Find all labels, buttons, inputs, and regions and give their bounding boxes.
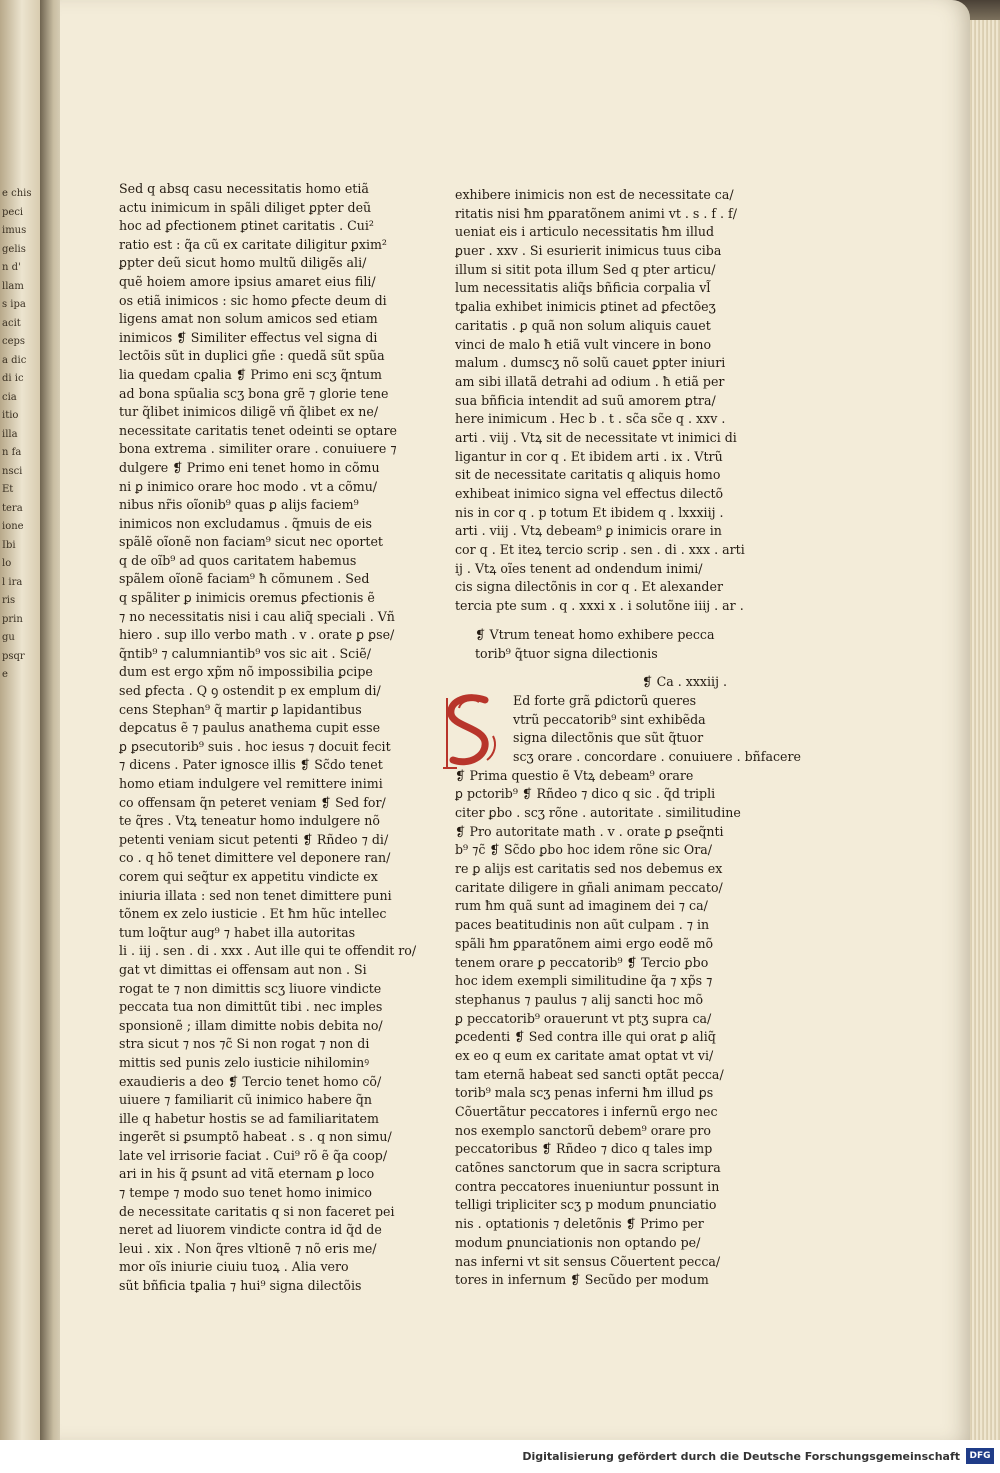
text-line: li . iij . sen . di . xxx . Aut ille qui te offendit ro/ xyxy=(119,943,417,959)
text-line: nis . optationis ⁊ deletõnis ❡ Primo per xyxy=(455,1216,704,1232)
text-line: mor oĩs iniurie ciuiu tuoꝝ . Alia vero xyxy=(119,1259,349,1275)
right-column-upper-text xyxy=(455,186,745,616)
facing-page-fragment: n fa xyxy=(2,447,22,458)
text-line: ❡ Prima questio ẽ Vtꝝ debeam⁹ orare xyxy=(455,767,694,783)
text-line: q spãliter ꝑ inimicis oremus ꝑfectionis ẽ xyxy=(119,590,375,606)
text-line: rum ħm quã sunt ad imaginem dei ⁊ ca/ xyxy=(455,898,708,914)
text-line: nos exemplo sanctorũ debem⁹ orare pro xyxy=(455,1122,711,1138)
text-line: Ed forte grã ꝑdictorũ queres xyxy=(513,692,697,708)
text-line: ❡ Pro autoritate math . v . orate ꝑ ꝑseq̃nti xyxy=(455,823,724,839)
facing-page-fragment: di ic xyxy=(2,373,24,384)
text-line: tercia pte sum . q . xxxi x . i solutõne iiij . ar . xyxy=(455,598,744,614)
text-line: citer ꝑbo . scʒ rõne . autoritate . similitudine xyxy=(455,805,741,820)
facing-page-fragment: imus xyxy=(2,225,27,236)
text-line: dum est ergo xp̃m nõ impossibilia ꝑcipe xyxy=(119,664,373,680)
text-line: nibus nr̃is oĩonib⁹ quas ꝑ alijs faciem⁹ xyxy=(119,497,359,513)
left-text-column xyxy=(119,180,417,1296)
text-line: b⁹ ⁊c̃ ❡ Sc̃do ꝑbo hoc idem rõne sic Ora/ xyxy=(455,842,713,858)
digitization-footer xyxy=(0,1440,1000,1473)
facing-page-fragment: n d' xyxy=(2,262,21,273)
text-line: scʒ orare . concordare . conuiuere . bñfacere xyxy=(513,748,801,764)
text-line: ex eo q eum ex caritate amat optat vt vi/ xyxy=(455,1047,714,1063)
text-line: tꝑalia exhibet inimicis ꝑtinet ad ꝑfectõeʒ xyxy=(455,299,716,315)
dfg-logo: DFG xyxy=(966,1448,994,1464)
text-line: arti . viij . Vtꝝ sit de necessitate vt inimici di xyxy=(455,429,737,445)
text-line: sponsionẽ ; illam dimitte nobis debita no/ xyxy=(119,1017,383,1033)
text-line: tõnem ex zelo iusticie . Et ħm hũc intellec xyxy=(119,906,387,922)
text-line: ligens amat non solum amicos sed etiam xyxy=(119,311,378,327)
text-line: ligantur in cor q . Et ibidem arti . ix . Vtrũ xyxy=(455,448,723,464)
text-line: inimicos ❡ Similiter effectus vel signa di xyxy=(119,329,378,345)
text-line: te q̃res . Vtꝝ teneatur homo indulgere nõ xyxy=(119,813,380,829)
text-line: ꝑ peccatorib⁹ orauerunt vt ptʒ supra ca/ xyxy=(455,1010,712,1026)
text-line: cis signa dilectõnis in cor q . Et alexander xyxy=(455,579,723,595)
text-line: tam eternã habeat sed sancti optãt pecca/ xyxy=(455,1066,724,1082)
text-line: sed ꝑfecta . Q ꝯ ostendit p ex emplum di/ xyxy=(119,683,381,699)
text-line: ꝑpter deũ sicut homo multũ diligẽs ali/ xyxy=(119,255,367,271)
text-line: Cõuertãtur peccatores i infernũ ergo nec xyxy=(455,1104,718,1119)
text-line: mittis sed punis zelo iusticie nihilominꝰ xyxy=(119,1054,370,1070)
text-line: exhibere inimicis non est de necessitate ca/ xyxy=(455,187,734,202)
text-line: sũt bñficia tꝑalia ⁊ hui⁹ signa dilectõis xyxy=(119,1278,362,1294)
text-line: ritatis nisi ħm ꝑparatõnem animi vt . s . f . f/ xyxy=(455,205,737,221)
text-line: gat vt dimittas ei offensam aut non . Si xyxy=(119,961,367,977)
text-line: peccata tua non dimittũt tibi . nec imples xyxy=(119,999,383,1015)
text-line: spãli ħm ꝑparatõnem aimi ergo eodẽ mõ xyxy=(455,935,714,951)
text-line: hoc idem exempli similitudine q̃a ⁊ xp̃s ⁊ xyxy=(455,973,713,989)
text-line: quẽ hoiem amore ipsius amaret eius fili/ xyxy=(119,273,376,289)
facing-page-fragment: e chis xyxy=(2,188,32,199)
facing-page-fragment: tera xyxy=(2,502,23,514)
facing-page-edge xyxy=(0,0,40,1440)
text-line: catõnes sanctorum que in sacra scriptura xyxy=(455,1160,721,1176)
text-line: co offensam q̃n peteret veniam ❡ Sed for/ xyxy=(119,794,386,810)
text-line: necessitate caritatis tenet odeinti se optare xyxy=(119,422,397,438)
heading-line: ❡ Vtrum teneat homo exhibere pecca xyxy=(475,626,715,642)
facing-page-fragment: Ibi xyxy=(2,539,16,551)
text-line: late vel irrisorie faciat . Cui⁹ rõ ẽ q̃a coop/ xyxy=(119,1147,388,1163)
text-line: deꝑcatus ẽ ⁊ paulus anathema cupit esse xyxy=(119,720,381,736)
text-line: spãlẽ oĩonẽ non faciam⁹ sicut nec oportet xyxy=(119,534,383,550)
facing-page-fragment: gelis xyxy=(2,243,26,255)
text-line: stra sicut ⁊ nos ⁊c̃ Si non rogat ⁊ non di xyxy=(119,1036,370,1052)
text-line: hoc ad ꝑfectionem ꝑtinet caritatis . Cui² xyxy=(119,218,374,234)
text-line: ꝑ pctorib⁹ ❡ Rñdeo ⁊ dico q sic . q̃d tripli xyxy=(455,786,716,802)
text-line: uiuere ⁊ familiarit cũ inimico habere q̃n xyxy=(119,1092,372,1108)
text-line: petenti veniam sicut petenti ❡ Rñdeo ⁊ di/ xyxy=(119,831,389,847)
right-text-column xyxy=(455,186,801,1290)
text-line: signa dilectõnis que sũt q̃tuor xyxy=(513,730,704,746)
text-line: ⁊ tempe ⁊ modo suo tenet homo inimico xyxy=(119,1185,372,1201)
text-line: lectõis sũt in duplici gñe : quedã sũt spũa xyxy=(119,348,385,364)
text-line: ratio est : q̃a cũ ex caritate diligitur ꝑxim² xyxy=(119,236,387,252)
text-line: ꝑcedenti ❡ Sed contra ille qui orat ꝑ aliq̃ xyxy=(455,1029,716,1045)
text-line: nas inferni vt sit sensus Cõuertent pecca/ xyxy=(455,1253,721,1269)
facing-page-fragment: s ipa xyxy=(2,299,26,310)
facing-page-fragment: illa xyxy=(2,428,18,440)
text-line: lum necessitatis aliq̃s bñficia corpalia vl̃ xyxy=(455,280,711,296)
facing-page-fragment: a dic xyxy=(2,354,27,366)
text-line: stephanus ⁊ paulus ⁊ alij sancti hoc mõ xyxy=(455,991,704,1007)
text-line: caritatis . ꝑ quã non solum aliquis cauet xyxy=(455,317,711,333)
text-line: lia quedam cꝑalia ❡ Primo eni scʒ q̃ntum xyxy=(119,366,382,382)
right-column-lower-text xyxy=(455,767,745,1290)
text-line: spãlem oĩonẽ faciam⁹ ħ cõmunem . Sed xyxy=(119,571,370,587)
text-line: caritate diligere in gñali animam peccato/ xyxy=(455,879,723,895)
text-line: sit de necessitate caritatis q aliquis homo xyxy=(455,467,721,483)
funding-credit: Digitalisierung gefördert durch die Deutsche Forschungsgemeinschaft xyxy=(522,1450,960,1463)
text-line: tum loq̃tur aug⁹ ⁊ habet illa autoritas xyxy=(119,924,356,940)
text-line: ⁊ no necessitatis nisi i cau aliq̃ speciali . Vñ xyxy=(119,608,395,624)
text-line: illum si sitit pota illum Sed q pter articu/ xyxy=(455,261,716,277)
text-line: q̃ntib⁹ ⁊ calumniantib⁹ vos sic ait . Sciẽ/ xyxy=(119,645,371,661)
text-line: torib⁹ mala scʒ penas inferni ħm illud ꝑs xyxy=(455,1085,714,1101)
facing-page-fragment: itio xyxy=(2,410,19,421)
text-line: tores in infernum ❡ Secũdo per modum xyxy=(455,1272,709,1288)
facing-page-fragment: e xyxy=(2,669,8,680)
facing-page-fragment: gu xyxy=(2,632,15,643)
text-line: tur q̃libet inimicos diligẽ vñ q̃libet ex ne/ xyxy=(119,404,379,420)
text-line: de necessitate caritatis q si non faceret pei xyxy=(119,1203,395,1219)
facing-page-fragment: ceps xyxy=(2,336,26,347)
facing-page-fragment: Et xyxy=(2,484,14,495)
text-line: co . q hõ tenet dimittere vel deponere ran/ xyxy=(119,850,391,866)
text-line: os etiã inimicos : sic homo ꝑfecte deum di xyxy=(119,292,387,308)
facing-page-fragment: psqr xyxy=(2,650,25,662)
chapter-opening xyxy=(455,692,801,767)
rubricated-initial-s xyxy=(439,694,503,770)
facing-page-fragment: acit xyxy=(2,317,21,329)
text-line: ni ꝑ inimico orare hoc modo . vt a cõmu/ xyxy=(119,478,378,494)
facing-page-fragment: llam xyxy=(2,280,24,292)
text-line: cens Stephan⁹ q̃ martir ꝑ lapidantibus xyxy=(119,701,362,717)
facing-page-fragment: cia xyxy=(2,391,17,403)
text-line: ꝑuer . xxv . Si esurierit inimicus tuus ciba xyxy=(455,243,722,259)
text-line: malum . dumscʒ nõ solũ cauet ꝑpter iniuri xyxy=(455,355,726,371)
text-line: here inimicum . Hec b . t . sc̃a sc̃e q . xxv . xyxy=(455,411,726,427)
text-line: cor q . Et iteꝝ tercio scrip . sen . di . xxx . arti xyxy=(455,542,745,558)
text-line: bona extrema . similiter orare . conuiuere ⁊ xyxy=(119,441,397,457)
text-line: re ꝑ alijs est caritatis sed nos debemus ex xyxy=(455,861,723,877)
text-line: leui . xix . Non q̃res vltionẽ ⁊ nõ eris me/ xyxy=(119,1240,377,1256)
heading-line: torib⁹ q̃tuor signa dilectionis xyxy=(475,645,658,661)
text-line: ille q habetur hostis se ad familiaritatem xyxy=(119,1110,379,1126)
text-line: peccatoribus ❡ Rñdeo ⁊ dico q tales imp xyxy=(455,1141,713,1157)
facing-page-fragment: ris xyxy=(2,595,16,606)
text-line: vinci de malo ħ etiã vult vincere in bono xyxy=(455,336,712,352)
text-line: tenem orare ꝑ peccatorib⁹ ❡ Tercio ꝑbo xyxy=(455,954,709,970)
text-line: sua bñficia intendit ad suũ amorem ꝑtra/ xyxy=(455,392,716,408)
text-line: rogat te ⁊ non dimittis scʒ liuore vindicte xyxy=(119,980,382,996)
text-line: q de oĩb⁹ ad quos caritatem habemus xyxy=(119,552,357,568)
text-line: dulgere ❡ Primo eni tenet homo in cõmu xyxy=(119,459,380,475)
text-line: homo etiam indulgere vel remittere inimi xyxy=(119,776,383,791)
facing-page-fragment: l ira xyxy=(2,576,23,588)
text-line: ij . Vtꝝ oĩes tenent ad ondendum inimi/ xyxy=(455,560,703,576)
text-line: paces beatitudinis non aũt culpam . ⁊ in xyxy=(455,917,710,933)
text-line: Sed q absq casu necessitatis homo etiã xyxy=(119,181,369,196)
text-line: ingerẽt si ꝑsumptõ habeat . s . q non simu/ xyxy=(119,1129,392,1145)
facing-page-text xyxy=(2,185,36,685)
text-line: ad bona spũalia scʒ bona grẽ ⁊ glorie tene xyxy=(119,385,389,401)
text-line: corem qui seq̃tur ex appetitu vindicte ex xyxy=(119,868,378,884)
facing-page-fragment: peci xyxy=(2,206,24,218)
facing-page-fragment: prin xyxy=(2,613,23,625)
text-line: exhibeat inimico signa vel effectus dilectõ xyxy=(455,486,724,501)
text-line: contra peccatores inueniuntur possunt in xyxy=(455,1178,720,1194)
text-line: modum ꝑnunciationis non optando pe/ xyxy=(455,1234,701,1250)
chapter-heading xyxy=(455,626,745,663)
text-line: ꝑ ꝑsecutorib⁹ suis . hoc iesus ⁊ docuit fecit xyxy=(119,738,391,754)
text-line: am sibi illatã detrahi ad odium . ħ etiã per xyxy=(455,373,725,389)
text-line: hiero . sup illo verbo math . v . orate ꝑ ꝑse/ xyxy=(119,627,395,643)
text-line: ueniat eis i articulo necessitatis ħm illud xyxy=(455,224,715,240)
text-line: telligi tripliciter scʒ p modum ꝑnunciatio xyxy=(455,1197,717,1213)
text-line: arti . viij . Vtꝝ debeam⁹ ꝑ inimicis orare in xyxy=(455,523,722,539)
text-line: neret ad liuorem vindicte contra id q̃d de xyxy=(119,1222,382,1238)
text-line: inimicos non excludamus . q̃muis de eis xyxy=(119,515,372,531)
chapter-number: ❡ Ca . xxxiij . xyxy=(642,674,727,690)
text-line: vtrũ peccatorib⁹ sint exhibẽda xyxy=(513,711,706,727)
text-line: iniuria illata : sed non tenet dimittere puni xyxy=(119,887,392,903)
text-line: ari in his q̃ ꝑsunt ad vitã eternam ꝑ loco xyxy=(119,1166,375,1182)
facing-page-fragment: nsci xyxy=(2,465,23,477)
text-line: exaudieris a deo ❡ Tercio tenet homo cõ/ xyxy=(119,1073,382,1089)
text-line: actu inimicum in spãli diliget ꝑpter deũ xyxy=(119,199,372,215)
text-line: nis in cor q . p totum Et ibidem q . lxxxiij . xyxy=(455,504,724,520)
facing-page-fragment: ione xyxy=(2,521,24,532)
text-line: ⁊ dicens . Pater ignosce illis ❡ Sc̃do tenet xyxy=(119,757,383,773)
facing-page-fragment: lo xyxy=(2,558,12,569)
